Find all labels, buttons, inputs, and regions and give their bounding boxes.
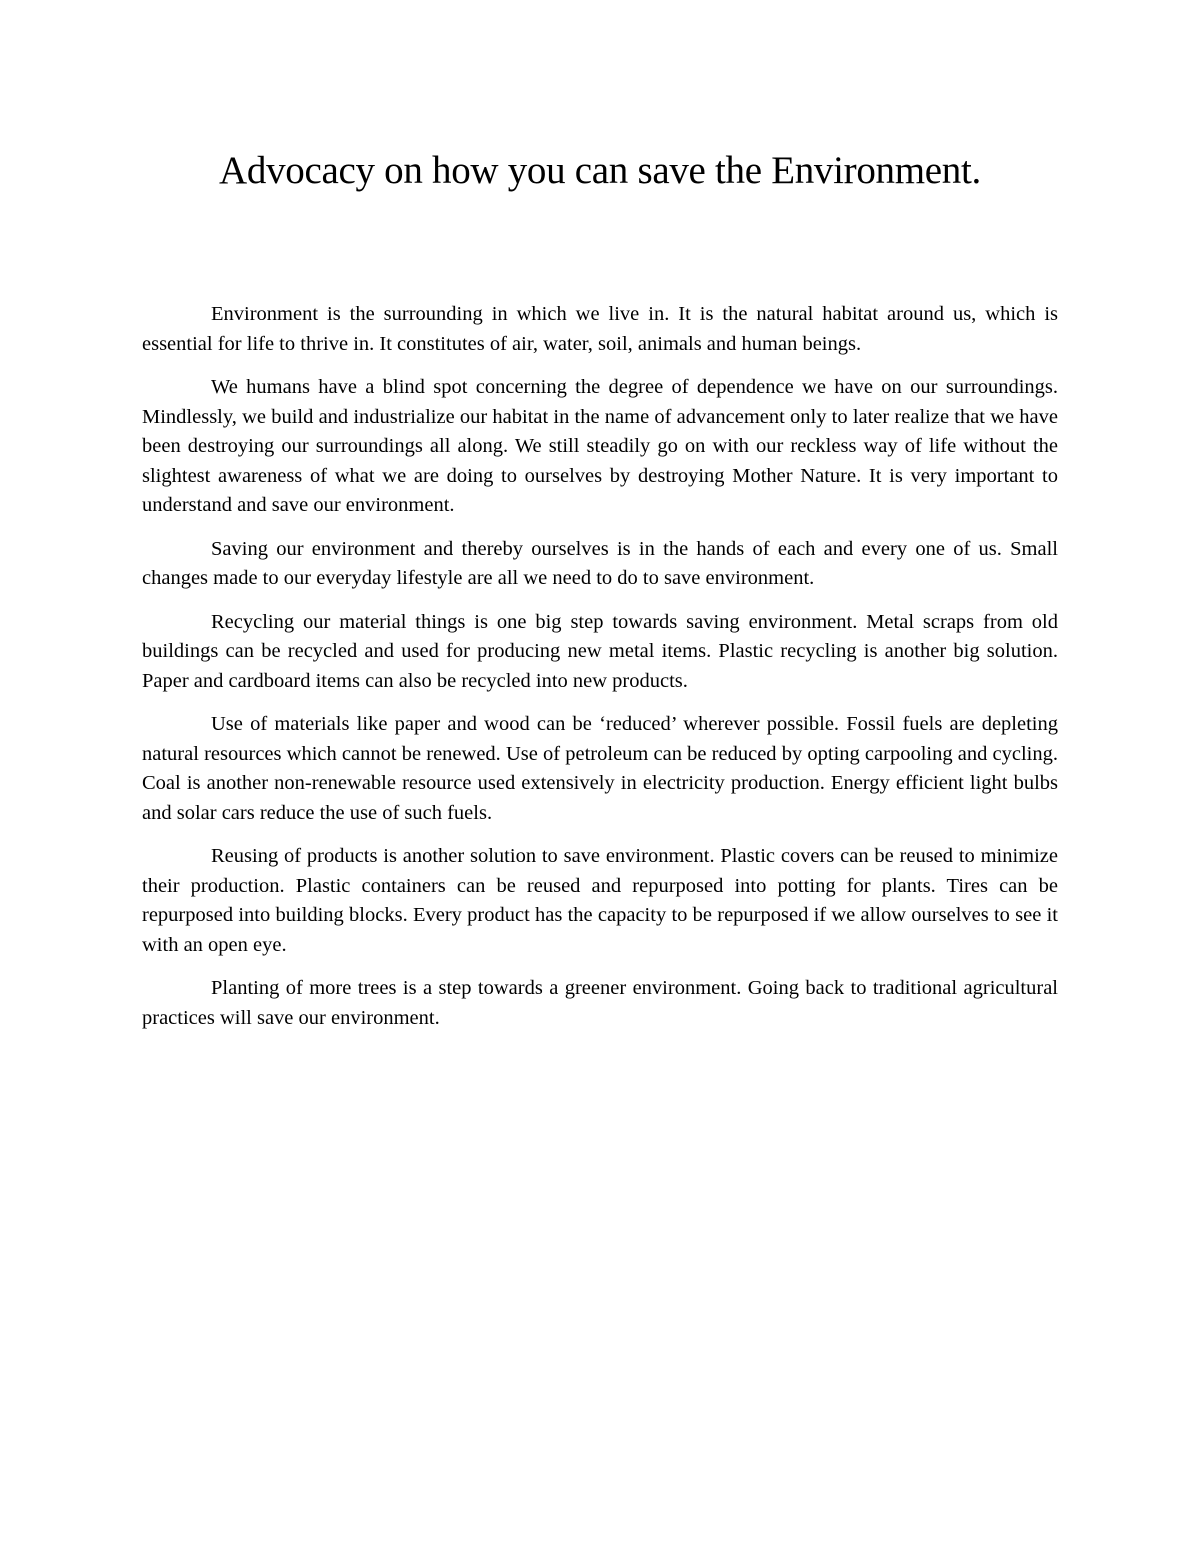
paragraph-6: Reusing of products is another solution to save environment. Plastic covers can be reused to minimize their production. Plastic containers can be reused and repurposed into potting for plants. Tires can be repurposed into building blocks. Every product has the capacity to be repurposed if we allow ourselves to see it with an open eye.: [142, 845, 1058, 956]
paragraph-3: Saving our environment and thereby ourselves is in the hands of each and every one of us. Small changes made to our everyday lifestyle are all we need to do to save environment.: [142, 537, 1058, 589]
paragraph-1: Environment is the surrounding in which we live in. It is the natural habitat around us, which is essential for life to thrive in. It constitutes of air, water, soil, animals and human beings.: [142, 303, 1058, 355]
paragraph-7: Planting of more trees is a step towards a greener environment. Going back to traditional agricultural practices will save our environment.: [142, 977, 1058, 1029]
document-title: Advocacy on how you can save the Environment.: [219, 149, 981, 192]
paragraph-5: Use of materials like paper and wood can be ‘reduced’ wherever possible. Fossil fuels are depleting natural resources which cannot be renewed. Use of petroleum can be reduced by opting carpooling and cycling. Coal is another non-renewable resource used extensively in electricity production. Energy efficient light bulbs and solar cars reduce the use of such fuels.: [142, 713, 1058, 824]
paragraph-4: Recycling our material things is one big step towards saving environment. Metal scraps from old buildings can be recycled and used for producing new metal items. Plastic recycling is another big solution. Paper and cardboard items can also be recycled into new products.: [142, 610, 1058, 692]
paragraph-2: We humans have a blind spot concerning the degree of dependence we have on our surroundings. Mindlessly, we build and industrialize our habitat in the name of advancement only to later realize that we have been destroying our surroundings all along. We still steadily go on with our reckless way of life without the slightest awareness of what we are doing to ourselves by destroying Mother Nature. It is very important to understand and save our environment.: [142, 376, 1058, 516]
document-body: [142, 300, 1058, 1047]
